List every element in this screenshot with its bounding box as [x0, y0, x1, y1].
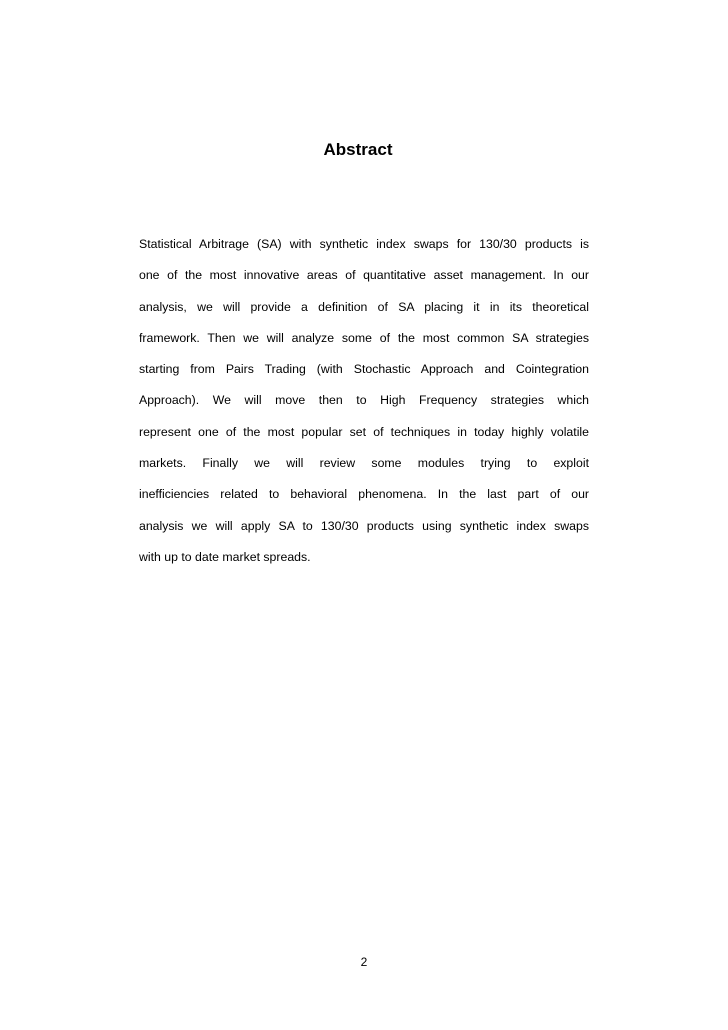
abstract-heading: Abstract — [323, 140, 393, 159]
abstract-line: starting from Pairs Trading (with Stochastic Approach and Cointegration — [139, 362, 589, 377]
abstract-line: markets. Finally we will review some modules trying to exploit — [139, 456, 589, 471]
abstract-line: one of the most innovative areas of quantitative asset management. In our — [139, 268, 589, 283]
abstract-line: Statistical Arbitrage (SA) with synthetic index swaps for 130/30 products is — [139, 237, 589, 251]
abstract-line: analysis, we will provide a definition of SA placing it in its theoretical — [139, 299, 589, 314]
abstract-line: analysis we will apply SA to 130/30 products using synthetic index swaps — [139, 518, 589, 533]
abstract-line: with up to date market spreads. — [139, 549, 311, 564]
page-number: 2 — [360, 955, 368, 969]
abstract-line: inefficiencies related to behavioral phenomena. In the last part of our — [139, 487, 589, 502]
abstract-line: Approach). We will move then to High Frequency strategies which — [139, 393, 589, 408]
abstract-line: framework. Then we will analyze some of the most common SA strategies — [139, 330, 589, 345]
abstract-line: represent one of the most popular set of techniques in today highly volatile — [139, 424, 589, 439]
abstract-body — [139, 236, 589, 580]
